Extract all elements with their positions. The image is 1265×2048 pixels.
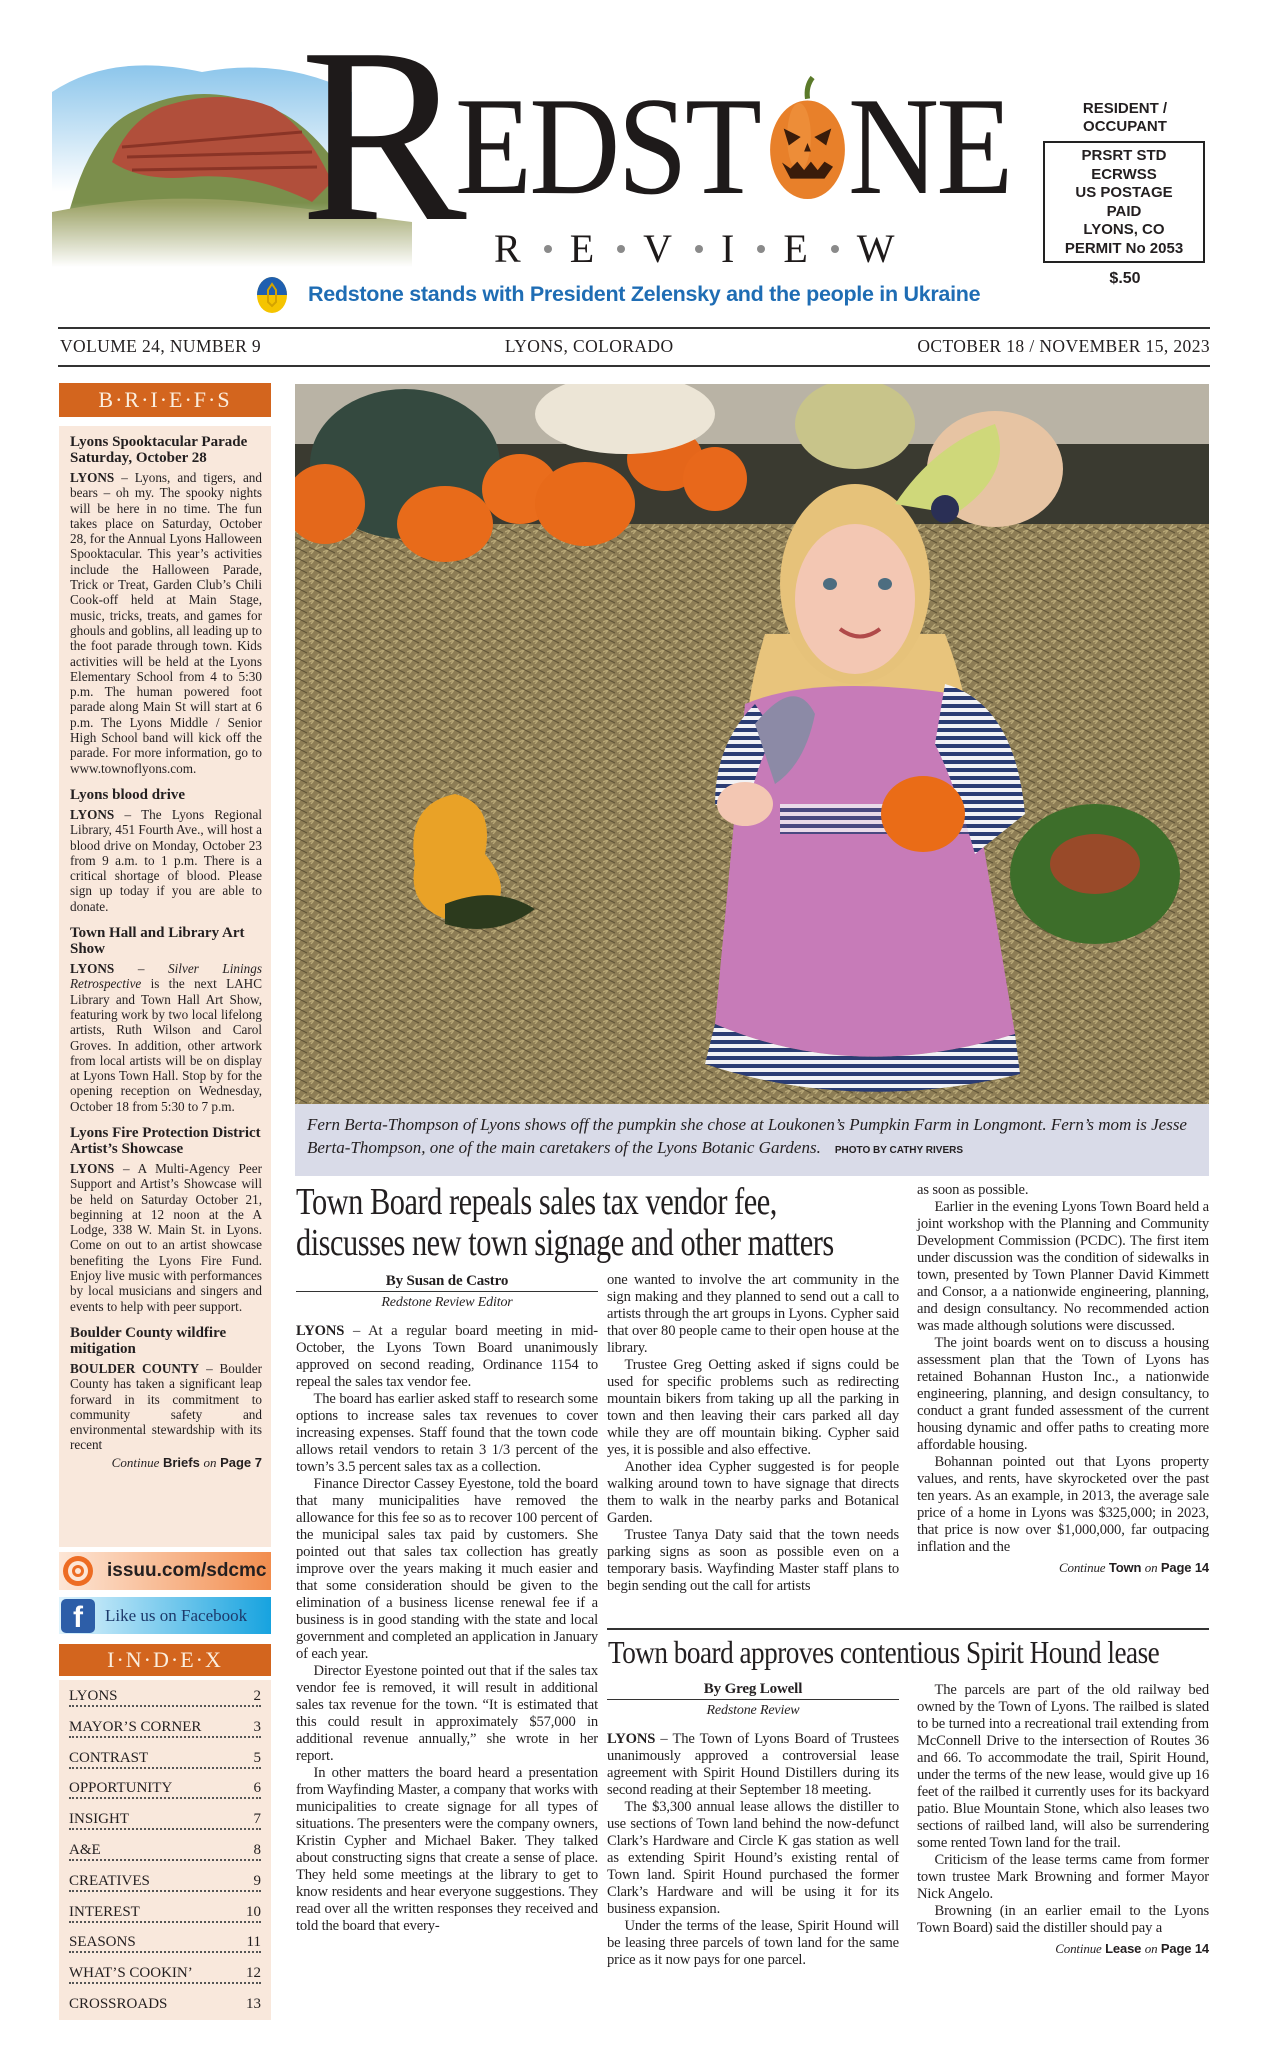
article-paragraph: The parcels are part of the old railway bed owned by the Town of Lyons. The railbed is slated to be turned into a recreational trail extending from McConnell Drive to the intersection of Routes 36 and 66. To accommodate the trail, Spirit Hound, under the terms of the new lease, would give up 16 feet of the railbed it currently uses for its backyard patio. Blue Mountain Stone, which also leases two sections of railbed land, will also be surrendering some rented Town land for the trail.	[917, 1682, 1209, 1851]
postage-indicia	[1043, 141, 1205, 263]
index-page: 6	[253, 1780, 261, 1797]
briefs-header: B·R·I·E·F·S	[59, 383, 271, 417]
index-page: 10	[246, 1903, 261, 1920]
article-paragraph: Director Eyestone pointed out that if the sales tax vendor fee is removed, it will result in additional sales tax revenue for the town. “It is estimated that this could result in approximately $57,000 in additional revenue annually,” she wrote in her report.	[296, 1663, 598, 1764]
cover-price: $.50	[1109, 270, 1141, 287]
brief-title: Lyons blood drive	[70, 786, 186, 803]
continue-briefs-link[interactable]	[70, 1455, 262, 1471]
brief-item	[70, 787, 262, 914]
location: LYONS, COLORADO	[504, 336, 674, 356]
article-paragraph	[296, 1323, 598, 1391]
continue-town-link[interactable]	[917, 1560, 1209, 1576]
index-page: 8	[253, 1841, 261, 1858]
brief-item	[70, 1125, 262, 1314]
ukraine-emblem-icon	[256, 276, 288, 314]
article-column	[917, 1682, 1209, 1957]
article-paragraph: Browning (in an earlier email to the Lyons Town Board) said the distiller should pay a	[917, 1903, 1209, 1936]
logo-letters-edst: EDST	[455, 69, 760, 224]
brief-title: Town Hall and Library Art Show	[70, 925, 245, 958]
logo-review-letter: R	[494, 226, 526, 271]
index-label: A&E	[69, 1841, 101, 1858]
brief-title: Boulder County wildfire mitigation	[70, 1324, 227, 1357]
continue-word: Continue	[111, 1454, 160, 1470]
index-page: 9	[253, 1872, 261, 1889]
index-item[interactable]	[69, 1778, 261, 1799]
article-paragraph: one wanted to involve the art community in the sign making and they planned to send out a call to artists through the art groups in Lyons. Cypher said that over 80 people came to their open house at the library.	[607, 1272, 899, 1356]
article-paragraph: Earlier in the evening Lyons Town Board held a joint workshop with the Planning and Community Development Commission (PCDC). The first item under discussion was the condition of sidewalks in town, presented by Town Planner David Kimmett and Consor, a a nationwide engineering, planning, and design consultancy. No recommended action was made although solutions were discussed.	[917, 1199, 1209, 1334]
recipient-label	[1040, 100, 1210, 136]
brief-text: is the next LAHC Library and Town Hall Art Show, featuring work by two local lifelong artists, Ruth Wilson and Carol Groves. In addition, other artwork from local artists will be on display at Lyons Town Hall. Stop by for the opening reception on Wednesday, October 18 from 5:30 to 7 p.m.	[70, 976, 262, 1114]
index-item[interactable]	[69, 1902, 261, 1923]
postage-line: LYONS, CO	[1083, 221, 1165, 238]
continue-section: Briefs	[162, 1454, 200, 1470]
byline: By Susan de Castro	[296, 1272, 598, 1292]
article-paragraph: The board has earlier asked staff to research some options to increase sales tax revenues to cover increasing expenses. Staff found that the town code allows retail vendors to retain 3 1/3 percent of the town’s 3.5 percent sales tax as a collection.	[296, 1391, 598, 1475]
continue-section: Town	[1108, 1560, 1142, 1575]
brief-body	[70, 1161, 262, 1314]
brief-body	[70, 1361, 262, 1453]
logo-letters-ne: NE	[848, 69, 1011, 224]
index-label: MAYOR’S CORNER	[69, 1718, 202, 1735]
byline-role: Redstone Review	[706, 1703, 800, 1718]
article-headline[interactable]	[296, 1182, 834, 1264]
index-item[interactable]	[69, 1871, 261, 1892]
continue-page: Page 7	[220, 1454, 262, 1470]
index-page: 2	[253, 1688, 261, 1704]
issuu-icon	[61, 1554, 95, 1588]
folio-line	[60, 335, 1210, 361]
index-page: 7	[253, 1811, 261, 1828]
brief-item	[70, 434, 262, 776]
article-paragraph	[607, 1731, 899, 1799]
facebook-link[interactable]	[59, 1597, 271, 1634]
continue-on: on	[1144, 1560, 1158, 1575]
postage-line: ECRWSS	[1091, 165, 1157, 183]
caption-text: Fern Berta-Thompson of Lyons shows off the pumpkin she chose at Loukonen’s Pumpkin Farm in Longmont. Fern’s mom is Jesse Berta-Thompson, one of the main caretakers of the Lyons Botanic Gardens.	[307, 1115, 1187, 1157]
article-paragraph: In other matters the board heard a presentation from Wayfinding Master, a company that works with municipalities to create signage for all types of situations. The presenters were the company owners, Kristin Cypher and Michael Baker. They talked about constructing signs that create a sense of place. They held some meetings at the library to get to know residents and hear everyone suggestions. They read over all the written responses they received and told the board that every-	[296, 1765, 598, 1934]
brief-item	[70, 1325, 262, 1453]
exhibit-title: – Silver Linings Retrospective	[70, 961, 262, 992]
article-paragraph: Trustee Tanya Daty said that the town needs parking signs as soon as possible even on a temporary basis. Wayfinding Master staff plans to begin sending out the call for artists	[607, 1527, 899, 1594]
index-label: CONTRAST	[69, 1749, 149, 1766]
article-paragraph: Finance Director Cassey Eyestone, told the board that many municipalities have removed the allowance for this fee so as to recover 100 percent of the municipal sales tax paid by customers. She pointed out that sales tax collection has greatly improve over the years making it much easier and that some consideration should be given to the elimination of a business license renewal fee if a business is in good standing with the state and local government and completed an application in January of each year.	[296, 1476, 598, 1662]
index-page: 3	[253, 1718, 261, 1735]
byline-role: Redstone Review Editor	[381, 1295, 513, 1310]
jack-o-lantern-icon	[765, 62, 850, 212]
article-paragraph: Criticism of the lease terms came from former town trustee Mark Browning and former Mayor Nick Angelo.	[917, 1852, 1209, 1902]
brief-text: – Lyons, and tigers, and bears – oh my. The spooky nights will be here in no time. The fun takes place on Saturday, October 28, for the Annual Lyons Halloween Spooktacular. This year’s activities include the Halloween Parade, Trick or Treat, Garden Club’s Chili Cook-off held at Main Stage, music, tricks, treats, and games for ghouls and goblins, all leading up to the foot parade through town. Kids activities will be held at the Lyons Elementary School from 4 to 5:30 p.m. The human powered foot parade along Main St will start at 6 p.m. The Lyons Middle / Senior High School band will kick off the parade. For more information, go to www.townoflyons.com.	[70, 470, 262, 776]
index-page: 11	[246, 1934, 261, 1951]
postage-line: US POSTAGE	[1075, 184, 1173, 201]
article-paragraph: The $3,300 annual lease allows the distiller to use sections of Town land behind the now-defunct Clark’s Hardware and Circle K gas station as well as extending Spirit Hound’s existing rental of Town land. Spirit Hound purchased the former Clark’s Hardware and will be using it for its business expansion.	[607, 1799, 899, 1917]
postage-line: PERMIT No 2053	[1064, 239, 1184, 257]
briefs-section	[59, 426, 271, 1547]
cover-photo-girl-with-pumpkins	[295, 384, 1209, 1104]
facebook-label: Like us on Facebook	[105, 1605, 248, 1625]
brief-item	[70, 925, 262, 1114]
brief-body	[70, 961, 262, 1114]
index-page: 12	[246, 1965, 261, 1982]
logo-review-letter: V	[643, 226, 678, 271]
index-item[interactable]	[69, 1932, 261, 1953]
paragraph-text: – At a regular board meeting in mid-October, the Lyons Town Board unanimously approved on second reading, Ordinance 1154 to repeal the sales tax vendor fee.	[296, 1323, 598, 1390]
article-column	[607, 1680, 899, 1969]
logo-review-letter: E	[569, 226, 600, 271]
article-paragraph: Bohannan pointed out that Lyons property values, and rents, have skyrocketed over the past ten years. As an example, in 2013, the average sale price of a home in Lyons was $325,000; in 2023, that price is now over $1,000,000, far outpacing inflation and the	[917, 1454, 1209, 1555]
volume-number: VOLUME 24, NUMBER 9	[60, 336, 262, 356]
byline: By Greg Lowell	[607, 1680, 899, 1700]
headline-line: Town Board repeals sales tax vendor fee,	[296, 1181, 777, 1223]
logo-review	[494, 226, 900, 272]
continue-on: on	[1144, 1941, 1158, 1956]
index-item[interactable]	[69, 1748, 261, 1769]
index-label: SEASONS	[69, 1934, 136, 1951]
dateline: LYONS	[70, 1160, 115, 1176]
continue-word: Continue	[1058, 1560, 1106, 1575]
ukraine-support-banner: Redstone stands with President Zelensky and the people in Ukraine	[308, 282, 981, 306]
index-header: I·N·D·E·X	[59, 1644, 271, 1676]
continue-on: on	[203, 1454, 217, 1470]
brief-title: Lyons Fire Protection District Artist’s Showcase	[70, 1124, 261, 1157]
continue-lease-link[interactable]	[917, 1941, 1209, 1957]
article-column	[296, 1272, 598, 1935]
dateline: LYONS	[70, 806, 115, 822]
dateline: LYONS	[70, 470, 115, 485]
continue-word: Continue	[1055, 1941, 1102, 1956]
index-label: CREATIVES	[69, 1872, 150, 1889]
article-headline[interactable]: Town board approves contentious Spirit Hound lease	[608, 1634, 1160, 1670]
article-column	[607, 1272, 899, 1595]
index-label: CROSSROADS	[69, 1995, 168, 2012]
index-label: INSIGHT	[69, 1811, 129, 1828]
logo-review-letter: W	[856, 226, 900, 271]
brief-text: – A Multi-Agency Peer Support and Artist’s Showcase will be held on Saturday October 21, beginning at 12 noon at the A Lodge, 338 W. Main St. in Lyons. Come on out to an artist showcase benefiting the Lyons Fire Fund. Enjoy live music with performances by local musicians and singers and events to help with peer support.	[70, 1160, 262, 1314]
brief-text: – The Lyons Regional Library, 451 Fourth Ave., will host a blood drive on Monday, October 23 from 9 a.m. to 1 p.m. There is a critical shortage of blood. Please sign up today if you are able to donate.	[70, 806, 262, 914]
index-item[interactable]	[69, 1809, 261, 1830]
dateline: LYONS	[70, 961, 115, 977]
index-item[interactable]	[69, 1686, 261, 1707]
divider	[607, 1628, 1209, 1630]
continue-page: Page 14	[1160, 1941, 1209, 1956]
issuu-link[interactable]	[59, 1552, 271, 1590]
index-item[interactable]	[69, 1717, 261, 1738]
dateline: LYONS	[296, 1323, 345, 1339]
paragraph-text: – The Town of Lyons Board of Trustees unanimously approved a controversial lease agreement with Spirit Hound Distillers during its second reading at their September 18 meeting.	[607, 1731, 899, 1798]
postage-line: PRSRT STD	[1081, 147, 1167, 164]
article-paragraph: as soon as possible.	[917, 1182, 1029, 1198]
index-item[interactable]	[69, 1994, 261, 2013]
issue-date: OCTOBER 18 / NOVEMBER 15, 2023	[917, 336, 1210, 356]
continue-page: Page 14	[1160, 1560, 1209, 1575]
issuu-url: issuu.com/sdcmc	[107, 1560, 267, 1581]
recipient-line: OCCUPANT	[1083, 118, 1167, 135]
index-label: INTEREST	[69, 1903, 140, 1920]
postage-line: PAID	[1106, 202, 1142, 220]
logo-review-letter: I	[721, 226, 740, 271]
article-paragraph: Another idea Cypher suggested is for people walking around town to have signage that directs them to walk in the nearby parks and Botanical Garden.	[607, 1459, 899, 1526]
index-label: OPPORTUNITY	[69, 1780, 173, 1797]
brief-title: Lyons Spooktacular Parade Saturday, October 28	[70, 434, 248, 466]
continue-section: Lease	[1105, 1941, 1142, 1956]
divider	[58, 327, 1210, 329]
logo-letter-r: R	[300, 0, 463, 274]
dateline: BOULDER COUNTY	[70, 1360, 200, 1376]
article-column	[917, 1182, 1209, 1576]
headline-line: discusses new town signage and other matters	[296, 1222, 834, 1264]
photo-credit: PHOTO BY CATHY RIVERS	[834, 1145, 964, 1156]
index-list	[59, 1680, 271, 2020]
index-item[interactable]	[69, 1840, 261, 1861]
article-paragraph: Trustee Greg Oetting asked if signs could be used for specific problems such as redirecting mountain bikers from taking up all the parking in town and then leaving their cars parked all day while they are off mountain biking. Cypher said yes, it is possible and also effective.	[607, 1357, 899, 1458]
index-item[interactable]	[69, 1963, 261, 1984]
brief-text: – Boulder County has taken a significant leap forward in its commitment to community safety and environmental stewardship with its recent	[70, 1360, 262, 1453]
article-paragraph: Under the terms of the lease, Spirit Hound will be leasing three parcels of town land for the same price as it now pays for one parcel.	[607, 1918, 899, 1968]
brief-body	[70, 470, 262, 776]
brief-body	[70, 807, 262, 914]
dateline: LYONS	[607, 1731, 656, 1747]
logo-review-letter: E	[783, 226, 813, 271]
index-label: WHAT’S COOKIN’	[69, 1965, 193, 1982]
index-page: 13	[246, 1995, 261, 2012]
recipient-line: RESIDENT /	[1082, 100, 1168, 117]
index-page: 5	[253, 1749, 261, 1766]
facebook-icon: f	[61, 1599, 95, 1633]
photo-caption	[295, 1104, 1209, 1176]
divider	[58, 365, 1210, 367]
index-label: LYONS	[69, 1688, 118, 1704]
article-paragraph: The joint boards went on to discuss a housing assessment plan that the Town of Lyons has retained Bohannan Huston Inc., a nationwide engineering, planning, and design consultancy, to conduct a grant funded assessment of the current housing dynamic and offer paths to creating more affordable housing.	[917, 1335, 1209, 1453]
